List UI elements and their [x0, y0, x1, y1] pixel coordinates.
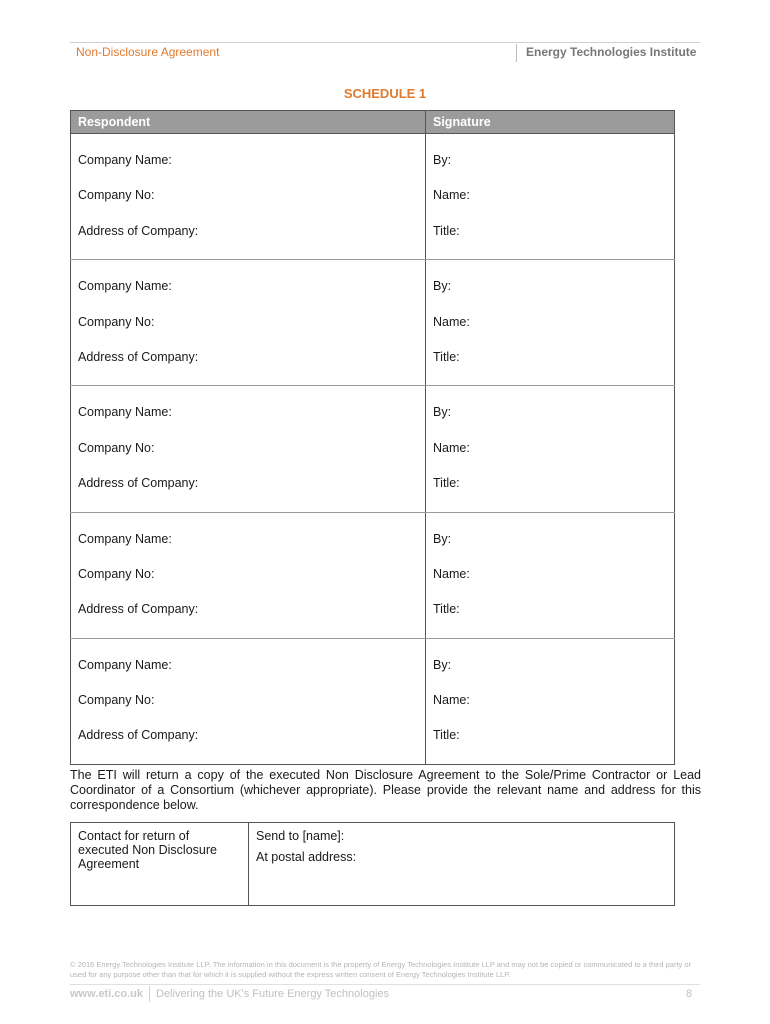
company-name-label: Company Name:: [78, 279, 172, 294]
footer-url-link[interactable]: www.eti.co.uk: [70, 988, 143, 1000]
company-no-label: Company No:: [78, 188, 155, 203]
page-number: 8: [686, 988, 693, 1000]
organization-name: Energy Technologies Institute: [526, 45, 697, 59]
respondent-cell[interactable]: [71, 512, 426, 638]
company-no-label: Company No:: [78, 566, 155, 581]
footer-tagline: Delivering the UK's Future Energy Technologies: [156, 988, 390, 1000]
title-label: Title:: [433, 728, 460, 743]
company-name-label: Company Name:: [78, 531, 172, 546]
name-label: Name:: [433, 314, 470, 329]
respondent-block: [71, 638, 675, 764]
footer-rule: [70, 984, 700, 985]
by-label: By:: [433, 657, 452, 672]
company-no-label: Company No:: [78, 693, 155, 708]
respondent-cell[interactable]: [71, 638, 426, 764]
respondent-block: [71, 386, 675, 512]
signature-cell[interactable]: [426, 260, 675, 386]
signature-cell[interactable]: [426, 512, 675, 638]
company-name-label: Company Name:: [78, 657, 172, 672]
respondent-cell[interactable]: [71, 386, 426, 512]
signature-cell[interactable]: [426, 134, 675, 260]
company-address-label: Address of Company:: [78, 602, 199, 617]
signature-cell[interactable]: [426, 386, 675, 512]
respondent-block: [71, 134, 675, 260]
title-label: Title:: [433, 349, 460, 364]
name-label: Name:: [433, 188, 470, 203]
header-separator: [516, 44, 517, 62]
company-address-label: Address of Company:: [78, 476, 199, 491]
respondent-block: [71, 512, 675, 638]
footer-separator: [149, 986, 150, 1002]
by-label: By:: [433, 531, 452, 546]
name-label: Name:: [433, 566, 470, 581]
signature-cell[interactable]: [426, 638, 675, 764]
respondent-column-header: Respondent: [71, 111, 426, 134]
company-no-label: Company No:: [78, 314, 155, 329]
by-label: By:: [433, 153, 452, 167]
company-address-label: Address of Company:: [78, 223, 199, 238]
contact-row: [71, 823, 675, 906]
contact-table: [70, 822, 675, 906]
contact-label: Contact for return of executed Non Disclosure Agreement: [78, 829, 217, 871]
name-label: Name:: [433, 693, 470, 708]
header-rule: [70, 42, 700, 43]
name-label: Name:: [433, 440, 470, 455]
title-label: Title:: [433, 476, 460, 491]
company-address-label: Address of Company:: [78, 728, 199, 743]
company-name-label: Company Name:: [78, 153, 172, 167]
return-instructions-paragraph: The ETI will return a copy of the executed Non Disclosure Agreement to the Sole/Prime Contractor or Lead Coordinator of a Consortium (whichever appropriate). Please provide the relevant name and address for this correspondence below.: [70, 768, 701, 812]
contact-label-cell: [71, 823, 249, 906]
respondent-cell[interactable]: [71, 134, 426, 260]
company-name-label: Company Name:: [78, 405, 172, 420]
table-header-row: [71, 111, 675, 134]
title-label: Title:: [433, 602, 460, 617]
signature-column-header: Signature: [426, 111, 675, 134]
contact-entry-cell[interactable]: [249, 823, 675, 906]
respondent-signature-table: [70, 110, 675, 765]
company-address-label: Address of Company:: [78, 349, 199, 364]
respondent-cell[interactable]: [71, 260, 426, 386]
company-no-label: Company No:: [78, 440, 155, 455]
schedule-title: SCHEDULE 1: [343, 86, 427, 101]
document-title: Non-Disclosure Agreement: [76, 45, 220, 59]
send-to-label: Send to [name]:: [256, 829, 345, 843]
by-label: By:: [433, 405, 452, 420]
by-label: By:: [433, 279, 452, 294]
postal-address-label: At postal address:: [256, 850, 357, 864]
respondent-block: [71, 260, 675, 386]
copyright-notice: © 2016 Energy Technologies Institute LLP. The information in this document is the property of Energy Technologies Institute LLP and may not be copied or communicated to a third party or used for any purpose other than that for which it is supplied without the express written consent of Energy Technologies Institute LLP.: [70, 960, 692, 979]
title-label: Title:: [433, 223, 460, 238]
